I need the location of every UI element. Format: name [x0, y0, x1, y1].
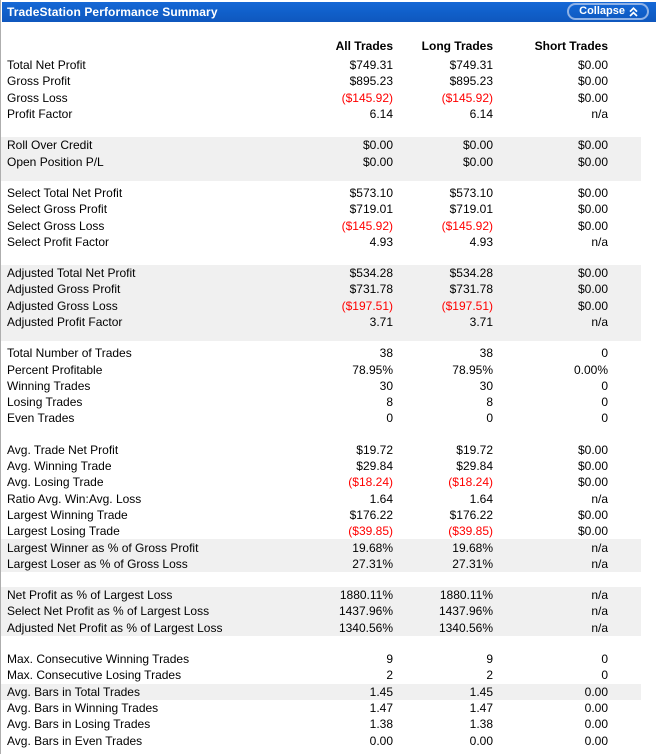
row-label: Select Gross Loss — [7, 218, 105, 233]
cell-long-trades: ($18.24) — [448, 475, 493, 490]
page-title: TradeStation Performance Summary — [7, 5, 218, 19]
shaded-band-tail — [1, 170, 641, 181]
cell-all-trades: 1.38 — [369, 717, 393, 732]
table-row — [1, 700, 641, 716]
cell-all-trades: ($197.51) — [341, 298, 393, 313]
row-label: Even Trades — [7, 411, 75, 426]
table-row — [1, 523, 641, 539]
cell-short-trades: 0.00 — [584, 717, 608, 732]
cell-long-trades: 38 — [479, 346, 493, 361]
cell-short-trades: n/a — [591, 540, 608, 555]
cell-all-trades: 2 — [386, 668, 393, 683]
cell-long-trades: 8 — [486, 395, 493, 410]
table-row — [1, 474, 641, 490]
cell-short-trades: $0.00 — [577, 475, 608, 490]
collapse-button-label: Collapse — [579, 5, 625, 17]
cell-short-trades: 0 — [601, 346, 608, 361]
cell-short-trades: 0 — [601, 395, 608, 410]
cell-long-trades: 9 — [486, 652, 493, 667]
row-label: Roll Over Credit — [7, 138, 93, 153]
cell-long-trades: $0.00 — [462, 154, 493, 169]
row-label: Avg. Losing Trade — [7, 475, 104, 490]
table-row — [1, 265, 641, 281]
row-label: Adjusted Gross Loss — [7, 298, 118, 313]
cell-all-trades: 9 — [386, 652, 393, 667]
cell-short-trades: $0.00 — [577, 442, 608, 457]
cell-long-trades: 1880.11% — [439, 588, 493, 603]
cell-long-trades: 1.45 — [469, 684, 493, 699]
table-row — [1, 361, 641, 377]
cell-all-trades: ($18.24) — [348, 475, 393, 490]
row-label: Total Number of Trades — [7, 346, 132, 361]
cell-all-trades: 78.95% — [352, 362, 393, 377]
row-label: Total Net Profit — [7, 58, 86, 73]
cell-short-trades: $0.00 — [577, 524, 608, 539]
table-row — [1, 587, 641, 603]
table-row — [1, 394, 641, 410]
row-label: Largest Winning Trade — [7, 507, 128, 522]
cell-long-trades: $719.01 — [449, 202, 493, 217]
cell-long-trades: $534.28 — [449, 266, 493, 281]
summary-table — [1, 57, 641, 749]
table-row — [1, 603, 641, 619]
cell-short-trades: n/a — [591, 234, 608, 249]
cell-all-trades: $29.84 — [356, 459, 393, 474]
row-label: Largest Losing Trade — [7, 524, 120, 539]
cell-all-trades: 4.93 — [369, 234, 393, 249]
cell-short-trades: $0.00 — [577, 138, 608, 153]
cell-long-trades: 1437.96% — [438, 604, 493, 619]
cell-all-trades: 3.71 — [369, 315, 393, 329]
row-label: Max. Consecutive Losing Trades — [7, 668, 182, 683]
cell-all-trades: ($145.92) — [341, 90, 393, 105]
table-row — [1, 298, 641, 314]
cell-short-trades: 0.00% — [573, 362, 608, 377]
table-row — [1, 57, 641, 73]
cell-long-trades: $573.10 — [449, 185, 493, 200]
cell-long-trades: 78.95% — [452, 362, 493, 377]
cell-all-trades: $0.00 — [362, 138, 393, 153]
cell-short-trades: n/a — [591, 315, 608, 329]
cell-long-trades: 2 — [486, 668, 493, 683]
cell-all-trades: 0 — [386, 411, 393, 426]
table-row — [1, 185, 641, 201]
row-label: Max. Consecutive Winning Trades — [7, 652, 190, 667]
table-row — [1, 153, 641, 169]
cell-long-trades: $731.78 — [449, 282, 493, 297]
cell-long-trades: 1340.56% — [438, 620, 493, 635]
row-label: Losing Trades — [7, 395, 83, 410]
table-row — [1, 651, 641, 667]
cell-long-trades: 6.14 — [469, 107, 493, 122]
cell-all-trades: 8 — [386, 395, 393, 410]
table-row — [1, 620, 641, 636]
row-label: Select Gross Profit — [7, 202, 108, 217]
cell-all-trades: $895.23 — [349, 74, 393, 89]
cell-short-trades: $0.00 — [577, 266, 608, 281]
table-row — [1, 345, 641, 361]
cell-long-trades: 4.93 — [469, 234, 493, 249]
cell-short-trades: 0 — [601, 378, 608, 393]
cell-long-trades: 27.31% — [452, 556, 493, 571]
table-row — [1, 106, 641, 122]
table-row — [1, 458, 641, 474]
row-label: Largest Loser as % of Gross Loss — [7, 556, 188, 571]
cell-all-trades: 27.31% — [352, 556, 393, 571]
cell-short-trades: $0.00 — [577, 154, 608, 169]
table-row — [1, 73, 641, 89]
row-label-header — [7, 39, 283, 53]
row-label: Ratio Avg. Win:Avg. Loss — [7, 491, 142, 506]
cell-all-trades: $719.01 — [349, 202, 393, 217]
cell-all-trades: 6.14 — [369, 107, 393, 122]
table-row — [1, 378, 641, 394]
cell-all-trades: $534.28 — [349, 266, 393, 281]
cell-all-trades: $176.22 — [349, 507, 393, 522]
cell-all-trades: 19.68% — [352, 540, 393, 555]
row-label: Open Position P/L — [7, 154, 104, 169]
cell-long-trades: 1.47 — [469, 700, 493, 715]
chevron-double-up-icon — [629, 7, 638, 17]
cell-all-trades: 1880.11% — [339, 588, 393, 603]
cell-short-trades: 0 — [601, 652, 608, 667]
cell-long-trades: 19.68% — [452, 540, 493, 555]
table-row — [1, 281, 641, 297]
column-header-short-trades: Short Trades — [534, 39, 608, 53]
cell-all-trades: 1437.96% — [338, 604, 393, 619]
table-row — [1, 217, 641, 233]
cell-short-trades: n/a — [591, 491, 608, 506]
row-label: Select Total Net Profit — [7, 185, 123, 200]
cell-short-trades: $0.00 — [577, 58, 608, 73]
section-spacer — [1, 122, 641, 137]
cell-short-trades: 0.00 — [584, 733, 608, 748]
cell-short-trades: n/a — [591, 604, 608, 619]
cell-short-trades: $0.00 — [577, 218, 608, 233]
row-label: Avg. Bars in Winning Trades — [7, 700, 159, 715]
row-label: Gross Loss — [7, 90, 68, 105]
table-row — [1, 491, 641, 507]
cell-long-trades: $29.84 — [456, 459, 493, 474]
cell-short-trades: 0 — [601, 668, 608, 683]
cell-short-trades: $0.00 — [577, 282, 608, 297]
row-label: Avg. Trade Net Profit — [7, 442, 119, 457]
cell-all-trades: $0.00 — [362, 154, 393, 169]
cell-long-trades: ($145.92) — [441, 218, 493, 233]
cell-short-trades: 0.00 — [584, 684, 608, 699]
table-row — [1, 137, 641, 153]
row-label: Net Profit as % of Largest Loss — [7, 588, 173, 603]
cell-long-trades: 1.38 — [469, 717, 493, 732]
table-row — [1, 684, 641, 700]
cell-short-trades: 0.00 — [584, 700, 608, 715]
row-label: Select Profit Factor — [7, 234, 110, 249]
table-row — [1, 716, 641, 732]
cell-long-trades: 30 — [479, 378, 493, 393]
table-row — [1, 667, 641, 683]
cell-all-trades: $731.78 — [349, 282, 393, 297]
cell-long-trades: ($145.92) — [441, 90, 493, 105]
cell-all-trades: 1.45 — [369, 684, 393, 699]
row-label: Largest Winner as % of Gross Profit — [7, 540, 199, 555]
section-spacer — [1, 250, 641, 265]
title-bar — [2, 2, 656, 22]
cell-all-trades: $19.72 — [356, 442, 393, 457]
cell-all-trades: $749.31 — [349, 58, 393, 73]
section-spacer — [1, 636, 641, 651]
table-row — [1, 556, 641, 572]
column-header-row — [1, 22, 641, 57]
table-row — [1, 314, 641, 330]
table-row — [1, 442, 641, 458]
cell-short-trades: n/a — [591, 107, 608, 122]
cell-short-trades: $0.00 — [577, 459, 608, 474]
row-label: Gross Profit — [7, 74, 71, 89]
cell-all-trades: 0.00 — [369, 733, 393, 748]
row-label: Winning Trades — [7, 378, 91, 393]
cell-all-trades: $573.10 — [349, 185, 393, 200]
row-label: Adjusted Profit Factor — [7, 315, 123, 329]
row-label: Avg. Bars in Losing Trades — [7, 717, 151, 732]
section-spacer — [1, 427, 641, 442]
row-label: Percent Profitable — [7, 362, 103, 377]
shaded-band-tail — [1, 330, 641, 341]
cell-all-trades: ($39.85) — [348, 524, 393, 539]
cell-short-trades: $0.00 — [577, 185, 608, 200]
cell-short-trades: n/a — [591, 556, 608, 571]
cell-short-trades: 0 — [601, 411, 608, 426]
cell-all-trades: 38 — [379, 346, 393, 361]
cell-long-trades: 0 — [486, 411, 493, 426]
cell-short-trades: n/a — [591, 620, 608, 635]
cell-short-trades: $0.00 — [577, 298, 608, 313]
cell-long-trades: $895.23 — [449, 74, 493, 89]
cell-short-trades: $0.00 — [577, 90, 608, 105]
cell-short-trades: $0.00 — [577, 202, 608, 217]
row-label: Avg. Winning Trade — [7, 459, 112, 474]
cell-short-trades: n/a — [591, 588, 608, 603]
table-row — [1, 201, 641, 217]
cell-all-trades: ($145.92) — [341, 218, 393, 233]
cell-all-trades: 1.47 — [369, 700, 393, 715]
cell-long-trades: ($39.85) — [448, 524, 493, 539]
table-row — [1, 539, 641, 555]
table-row — [1, 732, 641, 748]
collapse-button[interactable] — [567, 3, 649, 20]
row-label: Avg. Bars in Even Trades — [7, 733, 143, 748]
row-label: Adjusted Total Net Profit — [7, 266, 136, 281]
column-header-long-trades: Long Trades — [421, 39, 493, 53]
section-spacer — [1, 572, 641, 587]
row-label: Adjusted Gross Profit — [7, 282, 121, 297]
column-header-all-trades: All Trades — [335, 39, 393, 53]
cell-long-trades: 3.71 — [469, 315, 493, 329]
row-label: Select Net Profit as % of Largest Loss — [7, 604, 210, 619]
cell-all-trades: 30 — [379, 378, 393, 393]
row-label: Profit Factor — [7, 107, 73, 122]
table-row — [1, 507, 641, 523]
cell-all-trades: 1340.56% — [338, 620, 393, 635]
table-row — [1, 234, 641, 250]
cell-short-trades: $0.00 — [577, 507, 608, 522]
cell-long-trades: ($197.51) — [441, 298, 493, 313]
cell-long-trades: 1.64 — [469, 491, 493, 506]
cell-long-trades: $19.72 — [456, 442, 493, 457]
cell-all-trades: 1.64 — [369, 491, 393, 506]
cell-long-trades: $176.22 — [449, 507, 493, 522]
table-row — [1, 90, 641, 106]
table-row — [1, 410, 641, 426]
cell-long-trades: $0.00 — [462, 138, 493, 153]
row-label: Avg. Bars in Total Trades — [7, 684, 140, 699]
cell-short-trades: $0.00 — [577, 74, 608, 89]
row-label: Adjusted Net Profit as % of Largest Loss — [7, 620, 223, 635]
cell-long-trades: $749.31 — [449, 58, 493, 73]
cell-long-trades: 0.00 — [469, 733, 493, 748]
